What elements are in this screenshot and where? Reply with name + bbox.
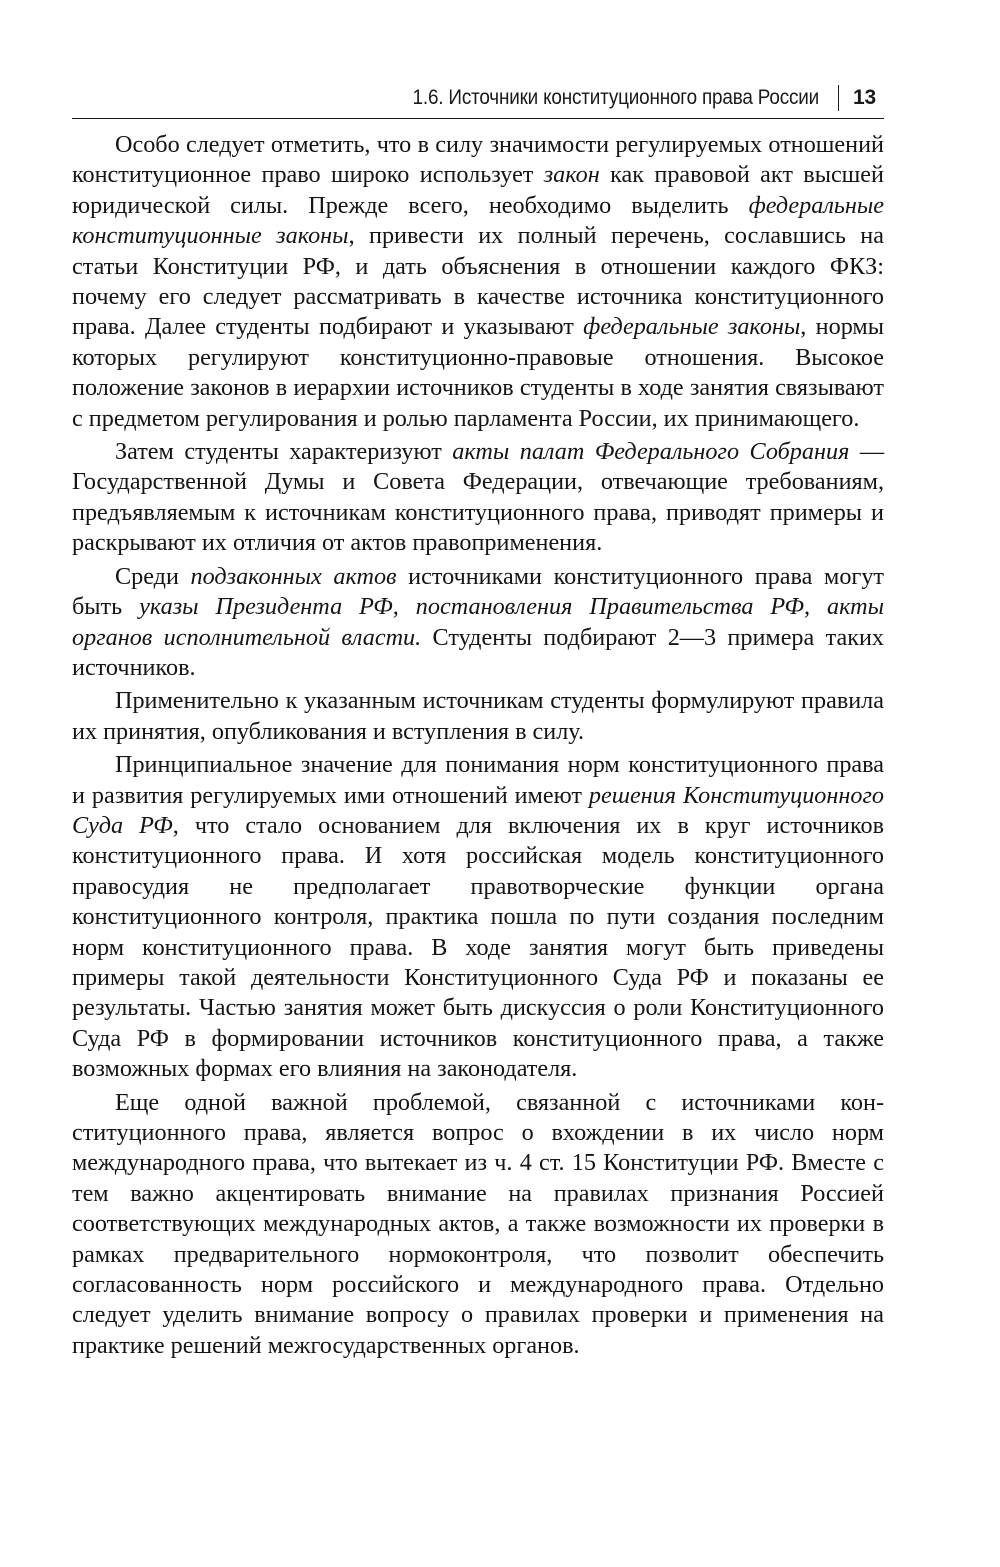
paragraph [72,437,884,559]
text-run: Применительно к указанным источникам студенты формулируют правила их принятия, опубликования и вступления в силу. [72,687,884,745]
text-run: как правовой акт высшей юридической силы. Прежде всего, необходимо выделить [72,161,884,219]
text-run: Затем студенты характеризуют [115,438,453,466]
paragraph [72,562,884,684]
italic-term: указы Президента РФ, постановления Правительства РФ, акты органов исполнительной власти. [72,593,884,651]
book-page [72,0,884,1567]
text-run: Принципиальное значение для понимания норм конституционного права и развития регулируемых ими отношений имеют [72,751,884,809]
italic-term: подзаконных актов [190,562,397,590]
page-number: 13 [853,86,876,109]
italic-term: федеральные законы [583,313,801,341]
text-run: Еще одной важной проблемой, связанной с источниками конституционного права, является вопрос о вхождении в их число норм международного права, что вытекает из ч. 4 ст. 15 Конституции РФ. Вместе с тем важно акцентировать внимание на правилах признания Россией соответствующих международных актов, а также возможности их проверки в рамках предварительного нормоконтроля, что позволит обеспечить согласованность норм российского и международного права. Отдельно следует уделить внимание вопросу о правилах проверки и применения на практике решений межгосударственных органов. [72,1088,884,1359]
text-run: — Государственной Думы и Совета Федерации, отвечающие требованиям, предъявляемым к источникам конституционного права, приводят примеры и раскрывают их отличия от актов правоприменения. [72,438,885,557]
italic-term: закон [543,161,600,189]
text-run: Особо следует отметить, что в силу значимости регулируемых отношений конституционное право широко использует [72,131,884,189]
paragraph [72,750,884,1084]
paragraph [72,1088,884,1362]
text-run: источниками конституционного права могут быть [72,562,884,621]
text-run: Студенты подбирают 2—3 примера таких источников. [72,623,884,681]
italic-term: решения Конституционного Суда РФ [72,781,885,839]
text-run: , что стало основанием для включения их в круг источников конституционного права. И хотя российская модель конституционного правосудия не предполагает правотворческие функции органа конституционного контроля, практика пошла по пути создания последним норм конституционного права. В ходе занятия могут быть приведены примеры такой деятельности Конституционного Суда РФ и показаны ее результаты. Частью занятия может быть дискуссия о роли Конституционного Суда РФ в формировании источников конституционного права, а также возможных формах его влияния на законодателя. [72,811,885,1083]
text-run: , привести их полный перечень, сославшись на статьи Конституции РФ, и дать объяснения в отношении каждого ФКЗ: почему его следует рассматривать в качестве источника конституционного права. Далее студенты подбирают и указывают [72,222,884,341]
paragraph [72,130,884,434]
section-title: 1.6. Источники конституционного права России [412,86,819,109]
italic-term: федеральные конституционные законы [72,191,884,250]
header-divider [838,85,840,111]
body-text [72,130,884,1364]
running-header [72,78,884,119]
text-run: , нормы которых регулируют конституционно-правовые отношения. Высокое положение законов в иерархии источников студенты в ходе занятия связывают с предметом регулирования и ролью парламента России, их принимающего. [72,313,884,432]
italic-term: акты палат Федерального Собрания [452,438,850,466]
text-run: Среди [115,562,191,590]
paragraph [72,686,884,747]
